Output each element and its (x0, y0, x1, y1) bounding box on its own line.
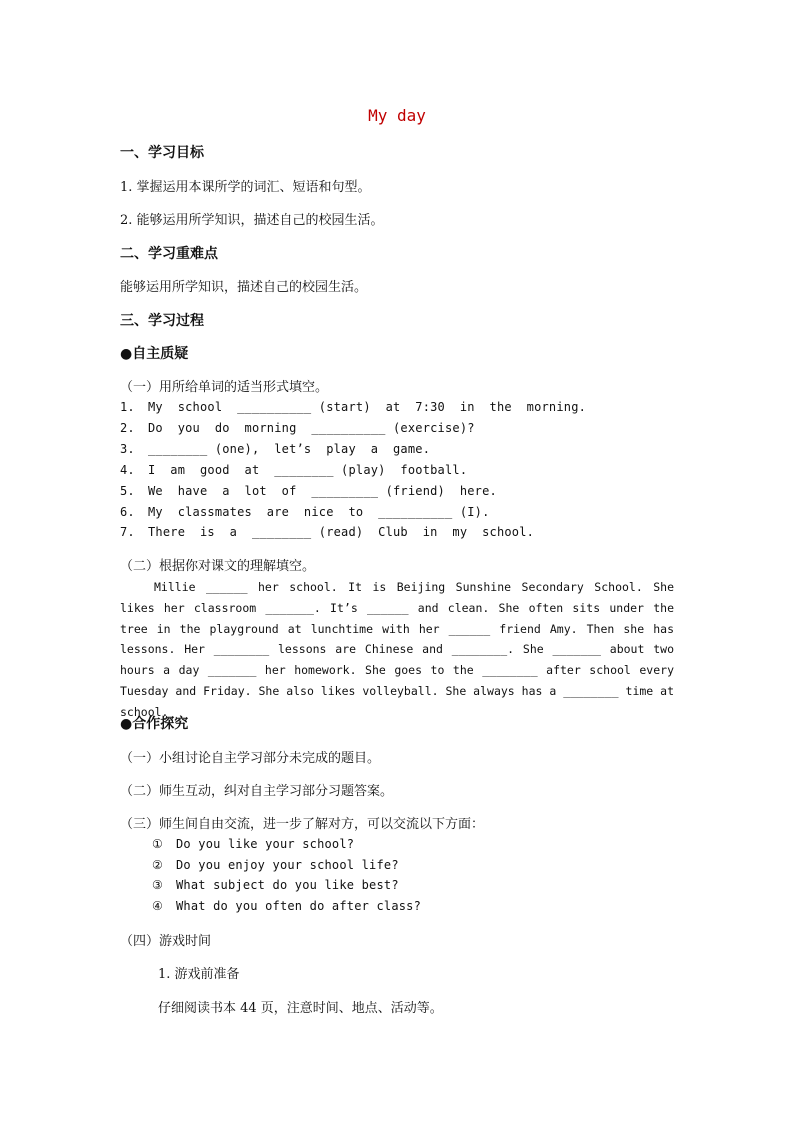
question-item (152, 858, 399, 872)
cooperation-item: （一）小组讨论自主学习部分未完成的题目。 (120, 751, 381, 766)
subheading-self-study: ●自主质疑 (120, 346, 189, 362)
exercise-text: My school __________ (start) at 7:30 in the morning. (148, 400, 587, 414)
exercise-row (120, 484, 497, 498)
exercise-number: 3. (120, 442, 135, 456)
exercise-row (120, 463, 467, 477)
goal-item: 1. 掌握运用本课所学的词汇、短语和句型。 (120, 180, 371, 195)
exercise-number: 5. (120, 484, 135, 498)
question-item (152, 899, 421, 913)
part1-title: （一）用所给单词的适当形式填空。 (120, 380, 329, 395)
exercise-row (120, 525, 534, 539)
game-title: （四）游戏时间 (120, 934, 212, 949)
key-points-text: 能够运用所学知识，描述自己的校园生活。 (120, 280, 368, 295)
part2-title: （二）根据你对课文的理解填空。 (120, 559, 316, 574)
exercise-row (120, 421, 475, 435)
page-title: My day (368, 106, 426, 125)
circled-number: ③ (152, 878, 163, 892)
exercise-number: 4. (120, 463, 135, 477)
reading-passage: Millie ______ her school. It is Beijing Sunshine Secondary School. She likes her classroom _______. It’s ______ and clean. She often sits under the tree in the playground at lunchtime with her ______ friend Amy. Then she has lessons. Her ________ lessons are Chinese and ________. She _______ about two hours a day _______ her homework. She goes to the ________ after school every Tuesday and Friday. She also likes volleyball. She always has a ________ time at school. (120, 580, 674, 719)
question-text: Do you enjoy your school life? (176, 858, 399, 872)
cooperation-item: （二）师生互动，纠对自主学习部分习题答案。 (120, 784, 394, 799)
exercise-row (120, 400, 586, 414)
exercise-number: 7. (120, 525, 135, 539)
exercise-text: We have a lot of _________ (friend) here. (148, 484, 497, 498)
exercise-text: I am good at ________ (play) football. (148, 463, 468, 477)
question-text: What subject do you like best? (176, 878, 399, 892)
question-item (152, 837, 354, 851)
subheading-cooperation: ●合作探究 (120, 716, 189, 732)
goal-item: 2. 能够运用所学知识，描述自己的校园生活。 (120, 213, 384, 228)
cooperation-item: （三）师生间自由交流，进一步了解对方，可以交流以下方面： (120, 817, 485, 832)
question-item (152, 878, 399, 892)
question-text: Do you like your school? (176, 837, 355, 851)
circled-number: ① (152, 837, 163, 851)
circled-number: ② (152, 858, 163, 872)
exercise-text: ________ (one), let’s play a game. (148, 442, 431, 456)
question-text: What do you often do after class? (176, 899, 422, 913)
section-heading-key-points: 二、学习重难点 (120, 246, 218, 262)
game-subtitle: 1. 游戏前准备 (158, 967, 240, 982)
circled-number: ④ (152, 899, 163, 913)
exercise-number: 1. (120, 400, 135, 414)
section-heading-process: 三、学习过程 (120, 313, 204, 329)
exercise-row (120, 505, 490, 519)
exercise-text: There is a ________ (read) Club in my school. (148, 525, 535, 539)
exercise-text: My classmates are nice to __________ (I). (148, 505, 490, 519)
exercise-number: 6. (120, 505, 135, 519)
exercise-row (120, 442, 430, 456)
game-text: 仔细阅读书本 44 页，注意时间、地点、活动等。 (158, 1001, 443, 1016)
section-heading-goals: 一、学习目标 (120, 145, 204, 161)
exercise-number: 2. (120, 421, 135, 435)
exercise-text: Do you do morning __________ (exercise)? (148, 421, 475, 435)
